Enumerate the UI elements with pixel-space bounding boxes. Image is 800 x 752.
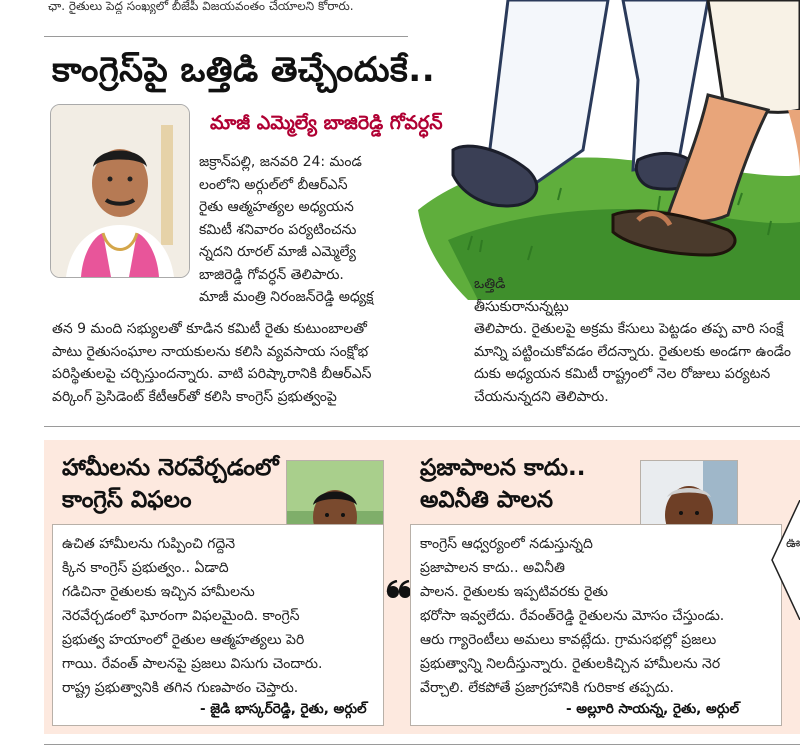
article-body-col2 (474, 318, 794, 408)
left-opinion-text-top (62, 532, 294, 604)
article-line: తన 9 మంది సభ్యులతో కూడిన కమిటీ రైతు కుటుంబాలతో (52, 321, 367, 337)
opinion-line: ప్రభుత్వ హయాంలో రైతుల ఆత్మహత్యలు పెరి (62, 632, 305, 648)
right-opinion-text-bottom (420, 604, 776, 700)
left-opinion-signature: - జైడి భాస్కర్‌రెడ్డి, రైతు, అర్గుల్ (200, 701, 367, 717)
article-body-col1 (52, 318, 460, 408)
right-opinion-text-top (420, 532, 635, 604)
article-line: ఒత్తిడి (474, 276, 506, 292)
article-line: చేయనున్నదని తెలిపారు. (474, 388, 609, 405)
adjacent-column-fragment: ఊ (786, 536, 800, 551)
opinion-line: క్కిన కాంగ్రెస్ ప్రభుత్వం.. ఏడాది (62, 560, 229, 576)
article-line: మాన్ని పట్టించుకోవడం లేదన్నారు. రైతులకు అండగా ఉండేం (474, 343, 791, 360)
opinion-line: ఆరు గ్యారెంటీలు అమలు కావట్లేదు. గ్రామసభల్లో ప్రజలు (420, 632, 717, 648)
article-body-col2-short (474, 273, 674, 318)
article-line: మాజీ మంత్రి నిరంజన్‌రెడ్డి అధ్యక్ష (199, 289, 374, 305)
adjacent-column-edge (764, 500, 800, 620)
right-opinion-title-line2: అవినీతి పాలన (420, 487, 554, 513)
opinion-line: ఉచిత హామీలను గుప్పించి గద్దెనె (62, 536, 236, 552)
opinion-line: ప్రజాపాలన కాదు.. అవినీతి (420, 560, 565, 576)
quote-mark-icon (386, 580, 412, 602)
article-line: పరిస్థితులపై చర్చిస్తుందన్నారు. వాటి పరిష్కారానికి బీఆర్‌ఎస్ (52, 366, 372, 382)
article-line: జక్రాన్‌పల్లి, జనవరి 24: మండ (199, 154, 362, 170)
bottom-divider (44, 744, 800, 745)
portrait-photo (50, 104, 190, 278)
opinion-line: రాష్ట్ర ప్రభుత్వానికి తగిన గుణపాఠం చెప్తారు. (62, 680, 299, 696)
article-intro (199, 151, 439, 309)
article-line: బాజిరెడ్డి గోవర్ధన్ తెలిపారు. (199, 266, 344, 283)
left-opinion-text-bottom (62, 604, 377, 700)
headline: కాంగ్రెస్‌పై ఒత్తిడి తెచ్చేందుకే.. (52, 50, 436, 90)
opinion-line: భరోసా ఇవ్వలేదు. రేవంత్‌రెడ్డి రైతులను మోసం చేస్తుండు. (420, 608, 725, 624)
article-line: తీసుకురానున్నట్లు (474, 298, 569, 315)
opinion-line: గడిచినా రైతులకు ఇచ్చిన హామీలను (62, 584, 255, 600)
article-line: రైతు ఆత్మహత్యల అధ్యయన (199, 199, 354, 215)
article-line: తెలిపారు. రైతులపై అక్రమ కేసులు పెట్టడం తప్ప వారి సంక్షే (474, 321, 784, 337)
person-portrait-icon (51, 105, 189, 277)
article-line: పాటు రైతుసంఘాల నాయకులను కలిసి వ్యవసాయ సంక్షోభ (52, 343, 369, 360)
section-divider (44, 426, 800, 427)
left-opinion-title-line1: హామీలను నెరవేర్చడంలో (62, 455, 279, 481)
left-opinion-title-line2: కాంగ్రెస్ విఫలం (62, 487, 192, 513)
opinion-line: కాంగ్రెస్ ఆధ్వర్యంలో నడుస్తున్నది (420, 536, 593, 552)
opinion-line: ప్రభుత్వాన్ని నిలదీస్తున్నారు. రైతులకిచ్చిన హామీలను నెర (420, 656, 721, 672)
article-line: కమిటీ శనివారం పర్యటించను (199, 221, 357, 238)
previous-article-tail: ఛా. రైతులు పెద్ద సంఖ్యలో బీజేపీ విజయవంతం చేయాలని కోరారు. (48, 0, 354, 13)
article-line: దుకు అధ్యయన కమిటీ రాష్ట్రంలో నెల రోజులు పర్యటన (474, 366, 771, 382)
opinion-line: గాయి. రేవంత్ పాలనపై ప్రజలు విసుగు చెందారు. (62, 656, 323, 672)
opinion-line: నెరవేర్చడంలో ఘోరంగా విఫలమైంది. కాంగ్రెస్ (62, 608, 300, 624)
article-line: లంలోని అర్గుల్‌లో బీఆర్‌ఎస్ (199, 176, 348, 193)
article-line: న్నదని రూరల్ మాజీ ఎమ్మెల్యే (199, 244, 356, 260)
right-opinion-signature: - అల్లూరి సాయన్న, రైతు, అర్గుల్ (566, 701, 740, 717)
right-opinion-title-line1: ప్రజాపాలన కాదు.. (420, 455, 586, 481)
walking-legs-illustration (408, 0, 800, 300)
opinion-line: వేర్చాలి. లేకపోతే ప్రజాగ్రహానికి గురికాక తప్పదు. (420, 680, 674, 696)
byline: మాజీ ఎమ్మెల్యే బాజిరెడ్డి గోవర్ధన్ (210, 112, 443, 134)
opinion-line: పాలన. రైతులకు ఇప్పటివరకు రైతు (420, 584, 609, 600)
article-line: వర్కింగ్ ప్రెసిడెంట్ కేటీఆర్‌తో కలిసి కాంగ్రెస్ ప్రభుత్వంపై (52, 388, 337, 405)
